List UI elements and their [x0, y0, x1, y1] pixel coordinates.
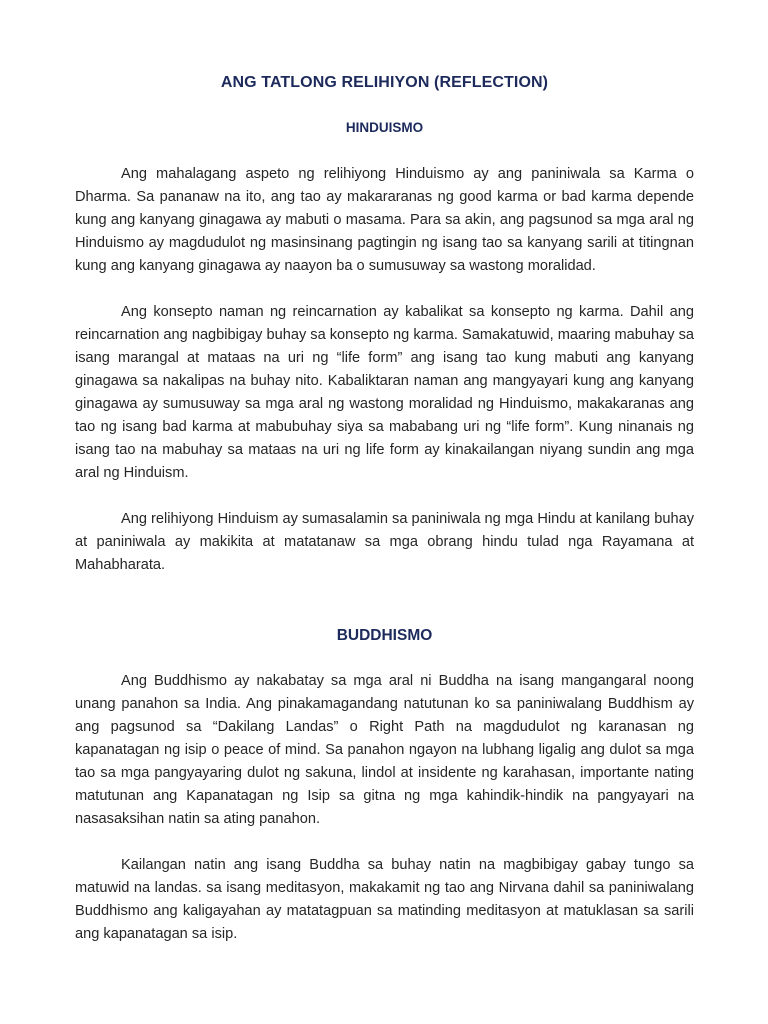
paragraph-buddhismo-right-path: Ang Buddhismo ay nakabatay sa mga aral ni Buddha na isang mangangaral noong unang panahon sa India. Ang pinakamagandang natutunan ko sa paniniwalang Buddhism ay ang pagsunod sa “Dakilang Landas” o Right Path na magdudulot ng karanasan ng kapanatagan ng isip o peace of mind. Sa panahon ngayon na lubhang ligalig ang dulot sa mga tao sa mga pangyayaring dulot ng sakuna, lindol at insidente ng karahasan, importante nating matutunan ang Kapanatagan ng Isip sa gitna ng mga kahindik-hindik na pangyayari na nasasaksihan natin sa ating panahon.: [75, 673, 694, 827]
section-heading-buddhismo: BUDDHISMO: [336, 627, 433, 644]
section-heading-hinduismo: HINDUISMO: [345, 120, 424, 135]
document-title: ANG TATLONG RELIHIYON (REFLECTION): [220, 74, 549, 91]
paragraph-hinduismo-epics: Ang relihiyong Hinduism ay sumasalamin sa paniniwala ng mga Hindu at kanilang buhay at paniniwala ay makikita at matatanaw sa mga obrang hindu tulad nga Rayamana at Mahabharata.: [75, 511, 694, 573]
paragraph-buddhismo-nirvana: Kailangan natin ang isang Buddha sa buhay natin na magbibigay gabay tungo sa matuwid na landas. sa isang meditasyon, makakamit ng tao ang Nirvana dahil sa paniniwalang Buddhismo ang kaligayahan ay matatagpuan sa matinding meditasyon at matuklasan sa sarili ang kapanatagan sa isip.: [75, 857, 694, 942]
paragraph-hinduismo-reincarnation: Ang konsepto naman ng reincarnation ay kabalikat sa konsepto ng karma. Dahil ang reincarnation ang nagbibigay buhay sa konsepto ng karma. Samakatuwid, maaring mabuhay sa isang marangal at mataas na uri ng “life form” ang isang tao kung mabuti ang kanyang ginagawa sa nakalipas na buhay nito. Kabaliktaran naman ang mangyayari kung ang kanyang ginagawa ay sumusuway sa mga aral ng wastong moralidad ng Hinduismo, makakaranas ang tao ng isang bad karma at mabubuhay siya sa mababang uri ng “life form”. Kung ninanais ng isang tao na mabuhay sa mataas na uri ng life form ay kinakailangan niyang sundin ang mga aral ng Hinduism.: [75, 304, 694, 481]
document-page: [75, 0, 694, 946]
paragraph-hinduismo-karma: Ang mahalagang aspeto ng relihiyong Hinduismo ay ang paniniwala sa Karma o Dharma. Sa pananaw na ito, ang tao ay makararanas ng good karma or bad karma depende kung ang kanyang ginagawa ay mabuti o masama. Para sa akin, ang pagsunod sa mga aral ng Hinduismo ay magdudulot ng masinsinang pagtingin ng isang tao sa kanyang sarili at titingnan kung ang kanyang ginagawa ay naayon ba o sumusuway sa wastong moralidad.: [75, 166, 694, 274]
